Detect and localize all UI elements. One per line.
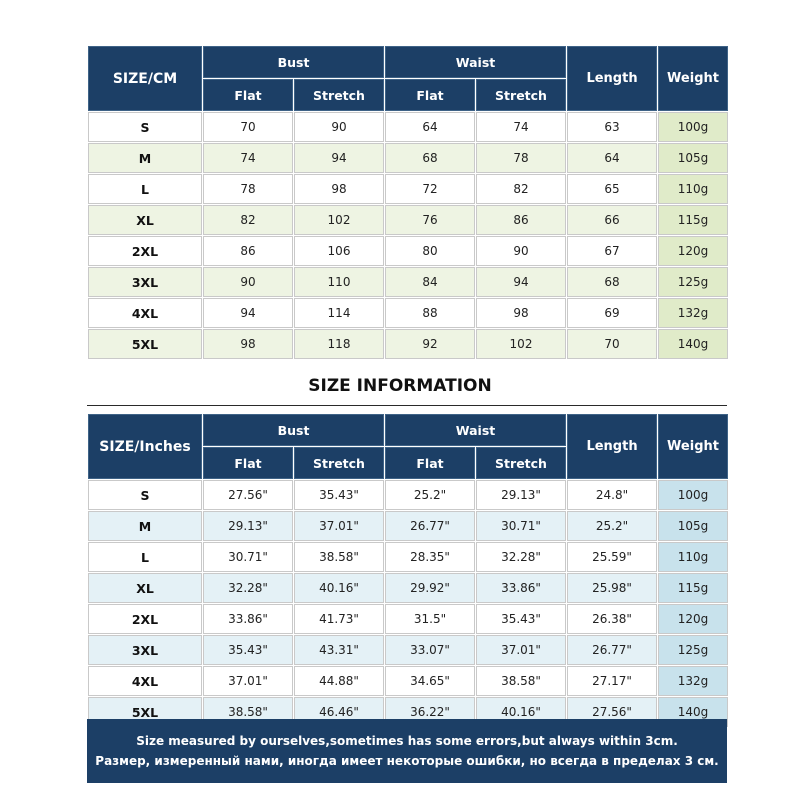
size-label: 5XL <box>88 697 202 727</box>
waist-stretch-cell: 86 <box>476 205 566 235</box>
bust-stretch-cell: 98 <box>294 174 384 204</box>
bust-flat-cell: 86 <box>203 236 293 266</box>
bust-flat-cell: 32.28" <box>203 573 293 603</box>
waist-stretch-cell: 38.58" <box>476 666 566 696</box>
weight-cell: 140g <box>658 697 728 727</box>
waist-stretch-cell: 74 <box>476 112 566 142</box>
size-label: M <box>88 143 202 173</box>
bust-stretch-cell: 114 <box>294 298 384 328</box>
bust-flat-header: Flat <box>203 447 293 479</box>
bust-flat-cell: 38.58" <box>203 697 293 727</box>
table-row <box>88 205 728 235</box>
weight-cell: 125g <box>658 635 728 665</box>
length-cell: 25.59" <box>567 542 657 572</box>
size-cm-header: SIZE/CM <box>88 46 202 111</box>
bust-stretch-cell: 44.88" <box>294 666 384 696</box>
size-label: 3XL <box>88 635 202 665</box>
waist-flat-cell: 34.65" <box>385 666 475 696</box>
waist-stretch-cell: 29.13" <box>476 480 566 510</box>
bust-stretch-cell: 102 <box>294 205 384 235</box>
waist-flat-cell: 31.5" <box>385 604 475 634</box>
weight-cell: 132g <box>658 666 728 696</box>
table-row <box>88 236 728 266</box>
bust-flat-cell: 30.71" <box>203 542 293 572</box>
size-label: L <box>88 542 202 572</box>
size-label: 2XL <box>88 604 202 634</box>
bust-stretch-cell: 106 <box>294 236 384 266</box>
weight-cell: 120g <box>658 604 728 634</box>
bust-flat-cell: 29.13" <box>203 511 293 541</box>
waist-stretch-cell: 78 <box>476 143 566 173</box>
waist-flat-cell: 25.2" <box>385 480 475 510</box>
note-russian: Размер, измеренный нами, иногда имеет некоторые ошибки, но всегда в пределах 3 см. <box>95 754 719 768</box>
waist-flat-cell: 80 <box>385 236 475 266</box>
size-label: XL <box>88 573 202 603</box>
table-row <box>88 511 728 541</box>
bust-stretch-header: Stretch <box>294 447 384 479</box>
size-table-inches <box>87 413 729 728</box>
weight-cell: 115g <box>658 573 728 603</box>
bust-flat-cell: 27.56" <box>203 480 293 510</box>
table-header-row <box>88 46 728 78</box>
weight-cell: 100g <box>658 112 728 142</box>
weight-cell: 132g <box>658 298 728 328</box>
weight-cell: 120g <box>658 236 728 266</box>
length-header: Length <box>567 46 657 111</box>
bust-stretch-cell: 37.01" <box>294 511 384 541</box>
weight-cell: 110g <box>658 174 728 204</box>
waist-stretch-cell: 98 <box>476 298 566 328</box>
waist-flat-cell: 64 <box>385 112 475 142</box>
length-cell: 63 <box>567 112 657 142</box>
size-label: 2XL <box>88 236 202 266</box>
waist-header: Waist <box>385 46 566 78</box>
waist-stretch-header: Stretch <box>476 79 566 111</box>
waist-flat-cell: 84 <box>385 267 475 297</box>
bust-flat-cell: 74 <box>203 143 293 173</box>
bust-stretch-cell: 46.46" <box>294 697 384 727</box>
weight-cell: 140g <box>658 329 728 359</box>
waist-flat-header: Flat <box>385 447 475 479</box>
size-label: S <box>88 112 202 142</box>
waist-stretch-cell: 102 <box>476 329 566 359</box>
table-row <box>88 480 728 510</box>
waist-stretch-cell: 33.86" <box>476 573 566 603</box>
waist-flat-cell: 33.07" <box>385 635 475 665</box>
length-cell: 65 <box>567 174 657 204</box>
length-cell: 25.2" <box>567 511 657 541</box>
table-row <box>88 329 728 359</box>
waist-flat-cell: 88 <box>385 298 475 328</box>
size-label: 3XL <box>88 267 202 297</box>
length-cell: 26.77" <box>567 635 657 665</box>
bust-stretch-cell: 94 <box>294 143 384 173</box>
section-title: SIZE INFORMATION <box>308 376 492 396</box>
length-cell: 27.17" <box>567 666 657 696</box>
length-cell: 69 <box>567 298 657 328</box>
waist-stretch-cell: 37.01" <box>476 635 566 665</box>
bust-flat-cell: 98 <box>203 329 293 359</box>
table-row <box>88 112 728 142</box>
bust-header: Bust <box>203 414 384 446</box>
table-row <box>88 666 728 696</box>
table-row <box>88 174 728 204</box>
waist-flat-header: Flat <box>385 79 475 111</box>
length-cell: 68 <box>567 267 657 297</box>
bust-flat-cell: 33.86" <box>203 604 293 634</box>
waist-flat-cell: 26.77" <box>385 511 475 541</box>
table-row <box>88 573 728 603</box>
size-label: 5XL <box>88 329 202 359</box>
length-header: Length <box>567 414 657 479</box>
bust-header: Bust <box>203 46 384 78</box>
waist-flat-cell: 72 <box>385 174 475 204</box>
bust-stretch-cell: 41.73" <box>294 604 384 634</box>
table-header-row <box>88 414 728 446</box>
weight-cell: 105g <box>658 143 728 173</box>
weight-cell: 110g <box>658 542 728 572</box>
size-label: S <box>88 480 202 510</box>
bust-flat-cell: 37.01" <box>203 666 293 696</box>
length-cell: 24.8" <box>567 480 657 510</box>
waist-stretch-cell: 30.71" <box>476 511 566 541</box>
size-label: 4XL <box>88 666 202 696</box>
bust-stretch-header: Stretch <box>294 79 384 111</box>
measurement-note-banner <box>87 719 727 783</box>
table-row <box>88 298 728 328</box>
waist-header: Waist <box>385 414 566 446</box>
length-cell: 64 <box>567 143 657 173</box>
size-inches-header: SIZE/Inches <box>88 414 202 479</box>
length-cell: 25.98" <box>567 573 657 603</box>
bust-stretch-cell: 38.58" <box>294 542 384 572</box>
waist-stretch-cell: 82 <box>476 174 566 204</box>
bust-flat-cell: 35.43" <box>203 635 293 665</box>
table-row <box>88 604 728 634</box>
bust-flat-cell: 82 <box>203 205 293 235</box>
waist-flat-cell: 29.92" <box>385 573 475 603</box>
weight-cell: 125g <box>658 267 728 297</box>
length-cell: 66 <box>567 205 657 235</box>
bust-stretch-cell: 43.31" <box>294 635 384 665</box>
waist-stretch-cell: 94 <box>476 267 566 297</box>
weight-header: Weight <box>658 414 728 479</box>
bust-flat-cell: 70 <box>203 112 293 142</box>
table-row <box>88 143 728 173</box>
waist-stretch-cell: 35.43" <box>476 604 566 634</box>
bust-stretch-cell: 110 <box>294 267 384 297</box>
bust-stretch-cell: 40.16" <box>294 573 384 603</box>
size-label: 4XL <box>88 298 202 328</box>
waist-flat-cell: 92 <box>385 329 475 359</box>
waist-flat-cell: 28.35" <box>385 542 475 572</box>
bust-flat-cell: 90 <box>203 267 293 297</box>
size-label: L <box>88 174 202 204</box>
waist-flat-cell: 68 <box>385 143 475 173</box>
bust-flat-cell: 94 <box>203 298 293 328</box>
weight-header: Weight <box>658 46 728 111</box>
length-cell: 67 <box>567 236 657 266</box>
size-table-cm <box>87 45 729 360</box>
bust-flat-header: Flat <box>203 79 293 111</box>
bust-stretch-cell: 35.43" <box>294 480 384 510</box>
length-cell: 26.38" <box>567 604 657 634</box>
waist-stretch-cell: 40.16" <box>476 697 566 727</box>
divider <box>87 405 727 406</box>
note-english: Size measured by ourselves,sometimes has some errors,but always within 3cm. <box>136 734 678 748</box>
table-row <box>88 267 728 297</box>
table-row <box>88 635 728 665</box>
bust-stretch-cell: 90 <box>294 112 384 142</box>
size-label: M <box>88 511 202 541</box>
weight-cell: 105g <box>658 511 728 541</box>
bust-flat-cell: 78 <box>203 174 293 204</box>
waist-flat-cell: 76 <box>385 205 475 235</box>
weight-cell: 100g <box>658 480 728 510</box>
bust-stretch-cell: 118 <box>294 329 384 359</box>
length-cell: 70 <box>567 329 657 359</box>
waist-stretch-header: Stretch <box>476 447 566 479</box>
table-row <box>88 542 728 572</box>
waist-stretch-cell: 32.28" <box>476 542 566 572</box>
waist-stretch-cell: 90 <box>476 236 566 266</box>
size-label: XL <box>88 205 202 235</box>
weight-cell: 115g <box>658 205 728 235</box>
waist-flat-cell: 36.22" <box>385 697 475 727</box>
length-cell: 27.56" <box>567 697 657 727</box>
